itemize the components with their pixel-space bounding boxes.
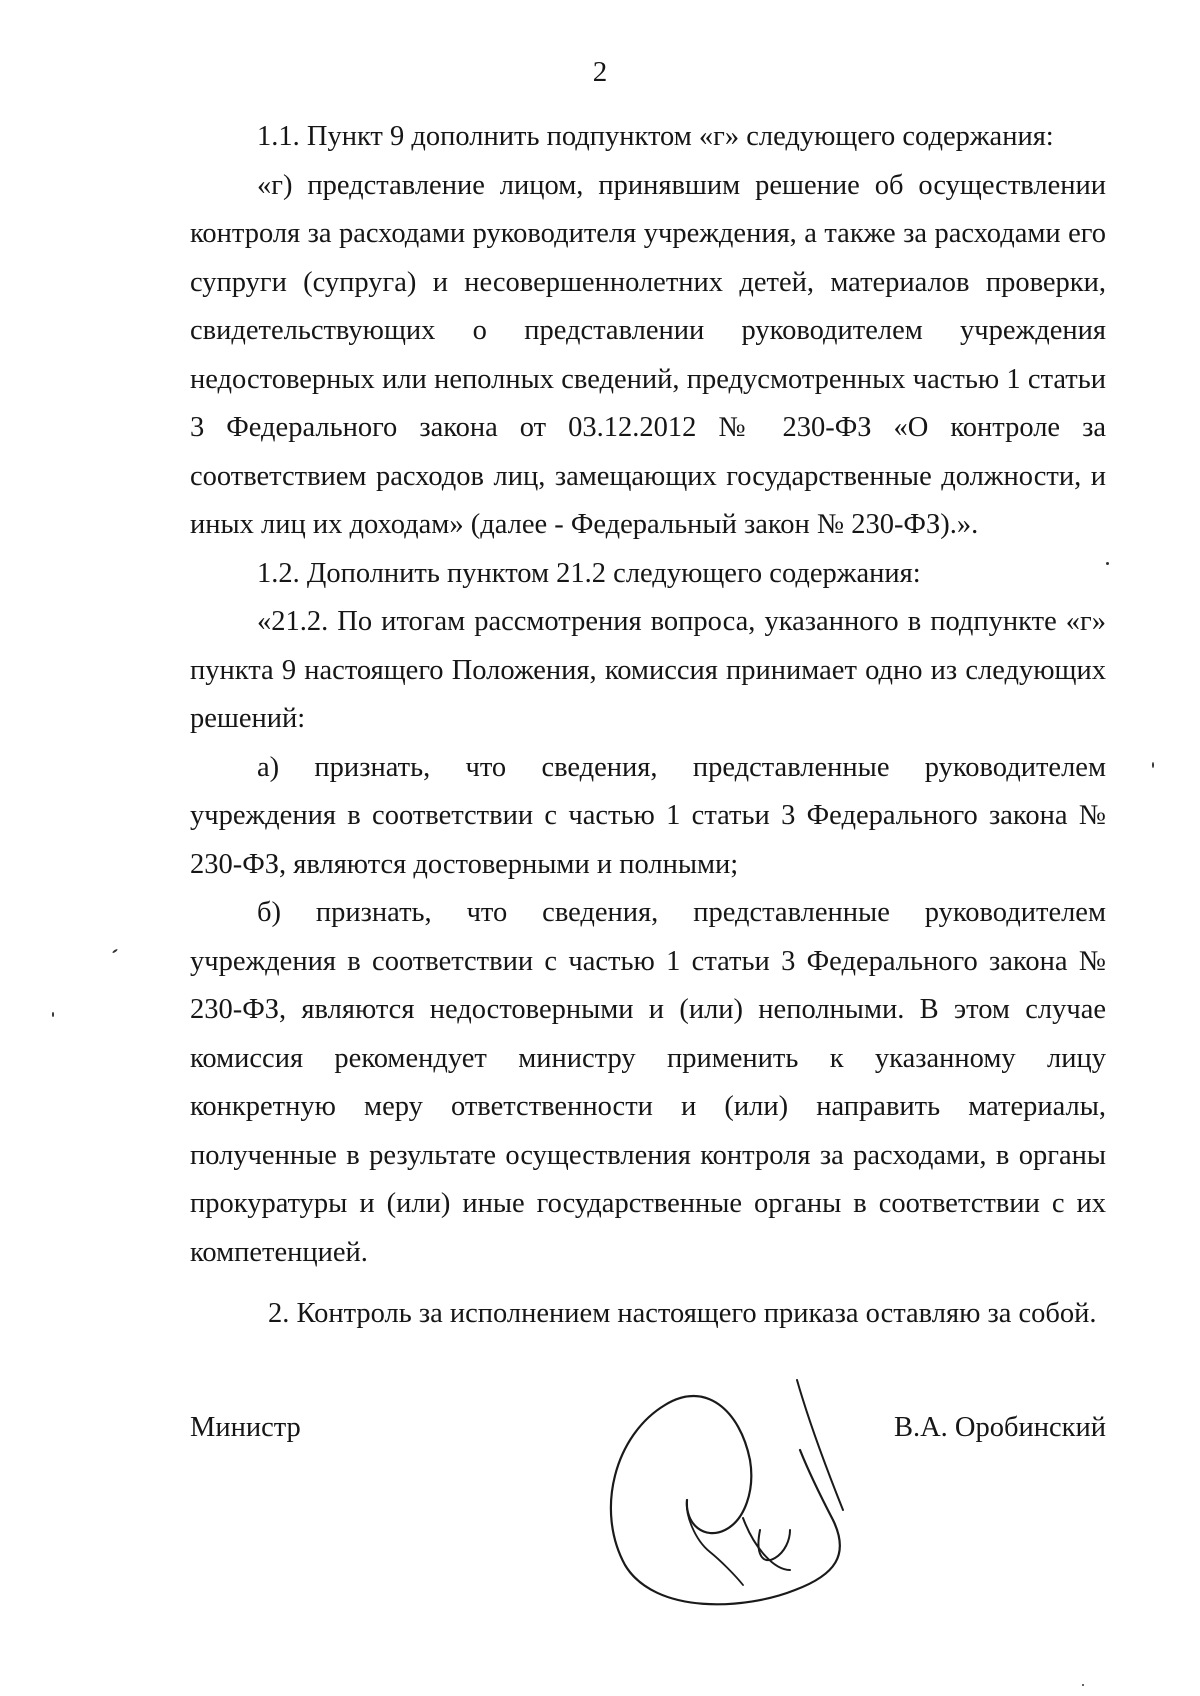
scan-speck — [112, 948, 118, 953]
paragraph-1-2: 1.2. Дополнить пунктом 21.2 следующего содержания: — [257, 557, 921, 589]
page-number: 2 — [592, 56, 608, 88]
paragraph-2-closing: 2. Контроль за исполнением настоящего приказа оставляю за собой. — [268, 1298, 1097, 1329]
paragraph-decision-a: а) признать, что сведения, представленные руководителем учреждения в соответствии с частью 1 статьи 3 Федерального закона № 230-ФЗ, являются достоверными и полными; — [190, 751, 1106, 880]
scan-speck — [1152, 762, 1154, 768]
scan-speck — [52, 1012, 54, 1017]
paragraph-21-2: «21.2. По итогам рассмотрения вопроса, указанного в подпункте «г» пункта 9 настоящего Положения, комиссия принимает одно из следующих решений: — [190, 606, 1106, 734]
document-body — [190, 113, 1106, 1277]
paragraph-subitem-g: «г) представление лицом, принявшим решение об осуществлении контроля за расходами руководителя учреждения, а также за расходами его супруги (супруга) и несовершеннолетних детей, материалов проверки, свидетельствующих о представлении руководителем учреждения недостоверных или неполных сведений, предусмотренных частью 1 статьи 3 Федерального закона от 03.12.2012 № 230-ФЗ «О контроле за соответствием расходов лиц, замещающих государственные должности, и иных лиц их доходам» (далее - Федеральный закон № 230-ФЗ).». — [190, 169, 1106, 540]
paragraph-decision-b: б) признать, что сведения, представленные руководителем учреждения в соответствии с частью 1 статьи 3 Федерального закона № 230-ФЗ, являются недостоверными и (или) неполными. В этом случае комиссия рекомендует министру применить к указанному лицу конкретную меру ответственности и (или) направить материалы, полученные в результате осуществления контроля за расходами, в органы прокуратуры и (или) иные государственные органы в соответствии с их компетенцией. — [190, 897, 1106, 1268]
handwritten-signature — [585, 1370, 895, 1620]
signature-block — [190, 1400, 1106, 1600]
signatory-name: В.А. Оробинский — [893, 1412, 1106, 1443]
scan-speck — [1082, 1684, 1084, 1686]
signatory-title: Министр — [190, 1412, 301, 1443]
paragraph-1-1: 1.1. Пункт 9 дополнить подпунктом «г» следующего содержания: — [257, 121, 1054, 152]
scan-speck — [1106, 562, 1109, 565]
